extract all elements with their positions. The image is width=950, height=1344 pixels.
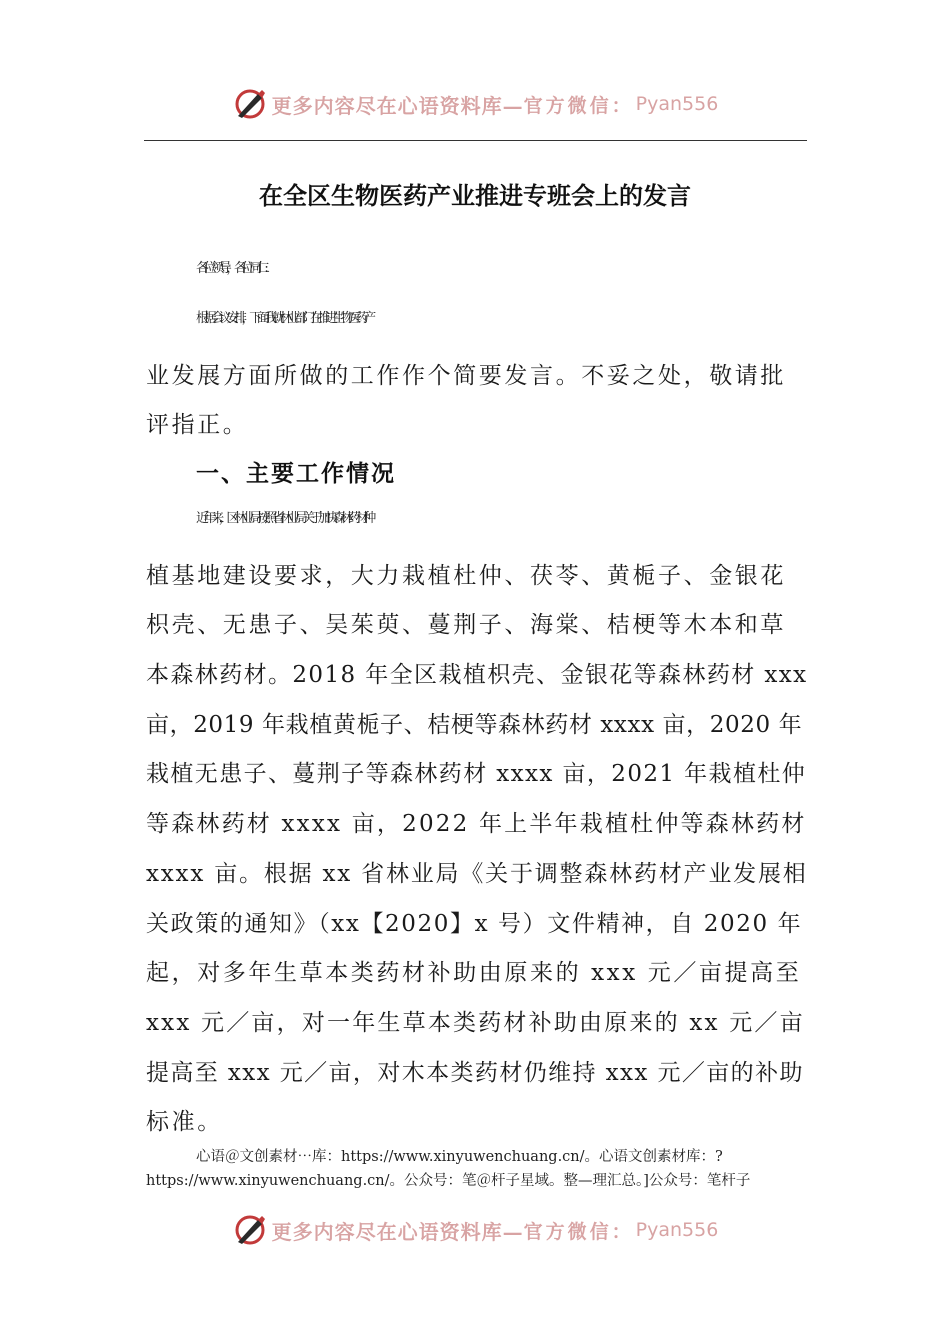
- banner-wechat-id: Pyan556: [635, 1219, 719, 1241]
- body-line: 起，对多年生草本类药材补助由原来的 xxx 元／亩提高至: [146, 960, 802, 986]
- banner-wechat-label: 官方微信：: [523, 1220, 634, 1243]
- banner-text: 更多内容尽在心语资料库—: [271, 93, 524, 118]
- body-line: 枳壳、无患子、吴茱萸、蔓荆子、海棠、桔梗等木本和草: [146, 612, 786, 638]
- pen-logo-icon: [232, 1212, 268, 1248]
- intro-line: 根据会议安排，下面我就林业部门在推进生物医药产: [196, 311, 371, 326]
- banner-wechat-label: 官方微信：: [523, 94, 634, 117]
- body-line: 植基地建设要求，大力栽植杜仲、茯苓、黄栀子、金银花: [146, 563, 786, 589]
- body-line: xxx 元／亩，对一年生草本类药材补助由原来的 xx 元／亩: [146, 1010, 805, 1036]
- body-line: 等森林药材 xxxx 亩，2022 年上半年栽植杜仲等森林药材: [146, 811, 807, 837]
- document-title: 在全区生物医药产业推进专班会上的发言: [259, 181, 691, 210]
- banner-text: 更多内容尽在心语资料库—: [271, 1219, 524, 1244]
- banner-wechat-id: Pyan556: [635, 93, 719, 115]
- header-divider: [144, 140, 807, 141]
- body-line: 亩，2019 年栽植黄栀子、桔梗等森林药材 xxxx 亩，2020 年: [146, 712, 803, 738]
- intro-line: 评指正。: [146, 412, 249, 438]
- body-line: xxxx 亩。根据 xx 省林业局《关于调整森林药材产业发展相: [146, 861, 808, 887]
- pen-logo-icon: [232, 86, 268, 122]
- bottom-banner: [0, 1210, 950, 1250]
- greeting: 各位领导，各位同仁:: [196, 261, 264, 276]
- body-line: 标准。: [146, 1109, 223, 1135]
- body-line: 提高至 xxx 元／亩，对木本类药材仍维持 xxx 元／亩的补助: [146, 1060, 804, 1086]
- body-line: 栽植无患子、蔓荆子等森林药材 xxxx 亩，2021 年栽植杜仲: [146, 761, 807, 787]
- footer-line: 心语＠文创素材⋯库：https://www.xinyuwenchuang.cn/。心语文创素材库：?: [196, 1149, 723, 1165]
- body-line: 关政策的通知》（xx【2020】x 号）文件精神，自 2020 年: [146, 911, 803, 937]
- intro-line: 业发展方面所做的工作作个简要发言。不妥之处，敬请批: [146, 363, 786, 389]
- footer-line: https://www.xinyuwenchuang.cn/。公众号：笔＠杆子星域。整—理汇总。]公众号：笔杆子: [146, 1173, 751, 1189]
- section-heading: 一、主要工作情况: [196, 461, 396, 487]
- top-banner: [0, 84, 950, 124]
- body-line: 近年来，区林业局按照省林业局关于加快森林药材种: [196, 511, 371, 526]
- body-line: 本森林药材。2018 年全区栽植枳壳、金银花等森林药材 xxx: [146, 662, 808, 688]
